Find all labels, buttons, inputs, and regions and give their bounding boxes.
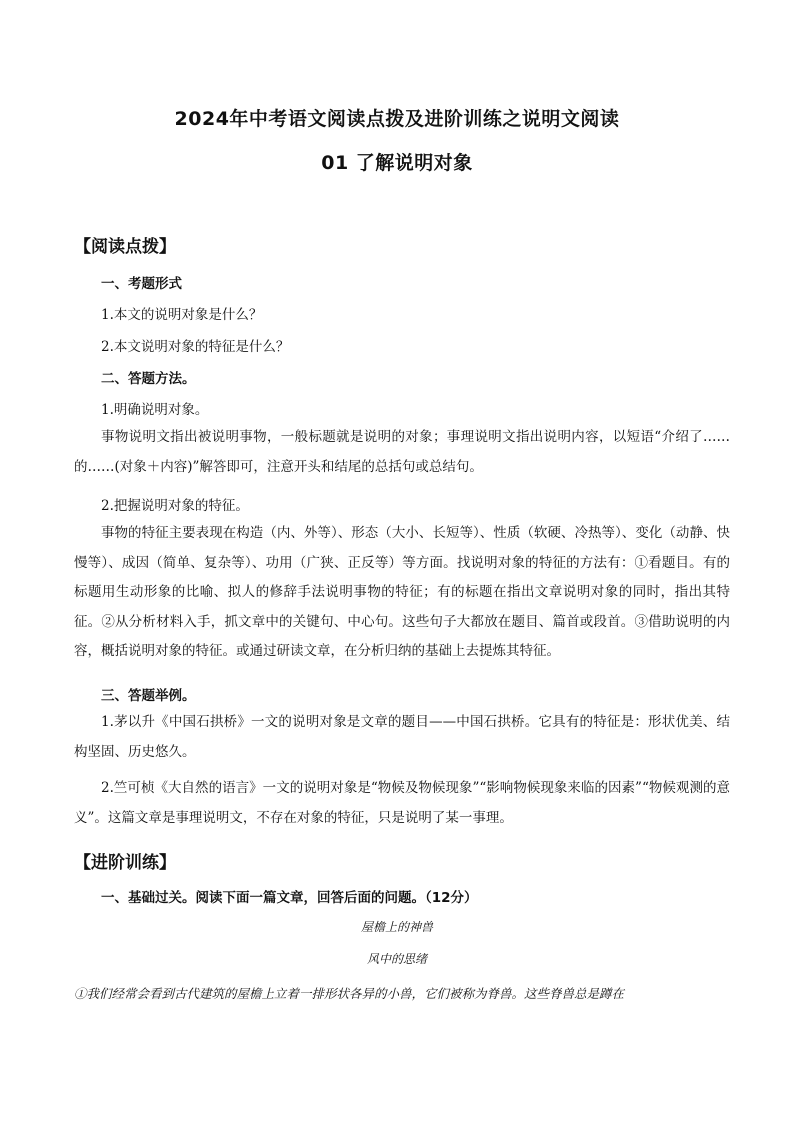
example-2-text: 2.竺可桢《大自然的语言》一文的说明对象是“物候及物候现象”“影响物候现象来临的因素”“物候观测的意义”。这篇文章是事理说明文，不存在对象的特征，只是说明了某一事理。	[74, 780, 730, 826]
article-title: 屋檐上的神兽	[360, 920, 433, 934]
method-1-text: 事物说明文指出被说明事物，一般标题就是说明的对象；事理说明文指出说明内容，以短语“介绍了……的……(对象＋内容)”解答即可，注意开头和结尾的总括句或总结句。	[74, 429, 730, 475]
example-1-text: 1.茅以升《中国石拱桥》一文的说明对象是文章的题目——中国石拱桥。它具有的特征是：形状优美、结构坚固、历史悠久。	[74, 714, 730, 760]
document-subtitle: 01 了解说明对象	[321, 152, 473, 174]
answer-method-heading: 二、答题方法。	[101, 371, 196, 387]
question-2: 2.本文说明对象的特征是什么？	[101, 339, 290, 355]
article-paragraph-1: ①我们经常会看到古代建筑的屋檐上立着一排形状各异的小兽，它们被称为脊兽。这些脊兽总是蹲在	[74, 986, 625, 1001]
method-2-text: 事物的特征主要表现在构造（内、外等）、形态（大小、长短等）、性质（软硬、冷热等）、变化（动静、快慢等）、成因（简单、复杂等）、功用（广狭、正反等）等方面。找说明对象的特征的方法有：①看题目。有的标题用生动形象的比喻、拟人的修辞手法说明事物的特征；有的标题在指出文章说明对象的同时，指出其特征。②从分析材料入手，抓文章中的关键句、中心句。这些句子大都放在题目、篇首或段首。③借助说明的内容，概括说明对象的特征。或通过研读文章，在分析归纳的基础上去提炼其特征。	[74, 525, 730, 659]
reading-tips-heading: 【阅读点拨】	[74, 237, 176, 257]
question-form-heading: 一、考题形式	[101, 276, 182, 292]
basic-exercise-heading: 一、基础过关。阅读下面一篇文章，回答后面的问题。（12分）	[101, 890, 478, 906]
advanced-training-heading: 【进阶训练】	[74, 853, 176, 873]
article-author: 风中的思绪	[366, 952, 427, 966]
question-1: 1.本文的说明对象是什么？	[101, 307, 263, 323]
method-1-title: 1.明确说明对象。	[101, 402, 209, 418]
document-title: 2024年中考语文阅读点拨及进阶训练之说明文阅读	[174, 108, 620, 130]
method-2-title: 2.把握说明对象的特征。	[101, 498, 249, 514]
answer-example-heading: 三、答题举例。	[101, 688, 196, 704]
